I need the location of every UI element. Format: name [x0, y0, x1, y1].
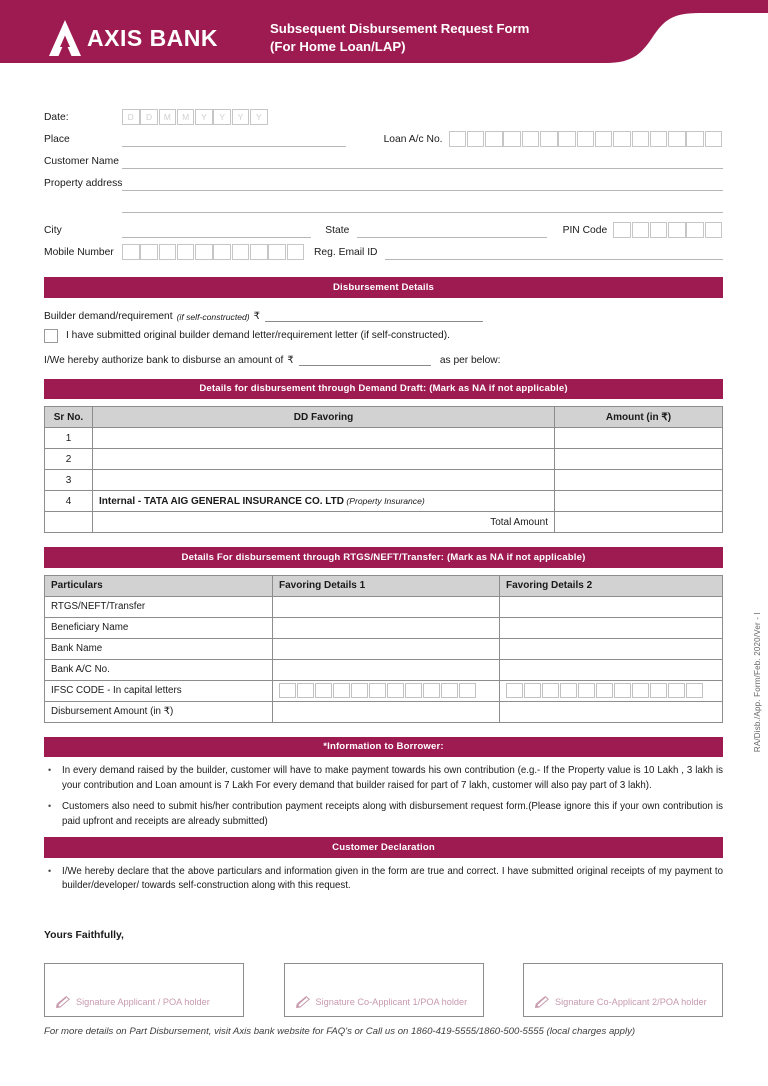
mobile-number-input[interactable] [122, 244, 305, 260]
email-input[interactable] [385, 246, 724, 260]
signature-label: Signature Co-Applicant 1/POA holder [315, 996, 468, 1007]
date-label: Date: [44, 112, 69, 123]
bullet-text: I/We hereby declare that the above particulars and information given in the form are true and correct. I have submitted original receipts of my payment to builder/developer/ towards self-construction along with this request. [62, 865, 723, 892]
char-box[interactable] [522, 131, 540, 147]
demand-draft-table [44, 406, 723, 533]
char-box[interactable] [405, 683, 422, 698]
form-title [270, 20, 529, 56]
builder-demand-row [44, 307, 723, 322]
place-input[interactable] [122, 133, 346, 147]
dd-cell-favoring[interactable] [93, 428, 555, 449]
signature-row [44, 963, 723, 1017]
dd-cell-favoring[interactable] [93, 470, 555, 491]
char-box[interactable] [140, 244, 158, 260]
char-box[interactable] [705, 131, 723, 147]
page-header [0, 0, 768, 76]
property-address-input-1[interactable] [122, 177, 723, 191]
table-row [45, 680, 723, 701]
rtgs-header-favoring-1: Favoring Details 1 [273, 575, 500, 596]
char-box[interactable] [596, 683, 613, 698]
char-box[interactable]: D [140, 109, 158, 125]
dd-header-row [45, 407, 723, 428]
rtgs-row-label: IFSC CODE - In capital letters [45, 680, 273, 701]
info-borrower-item [44, 800, 723, 829]
char-box[interactable] [540, 131, 558, 147]
dd-cell-sr: 1 [45, 428, 93, 449]
dd-table-bar: Details for disbursement through Demand Draft: (Mark as NA if not applicable) [44, 379, 723, 400]
char-box[interactable] [122, 244, 140, 260]
rtgs-cell-favoring-2[interactable] [500, 617, 723, 638]
char-box[interactable] [232, 244, 250, 260]
property-address-row-1 [44, 170, 723, 191]
char-box[interactable] [351, 683, 368, 698]
char-box[interactable] [268, 244, 286, 260]
char-box[interactable] [250, 244, 268, 260]
rtgs-cell-favoring-1[interactable] [273, 596, 500, 617]
rtgs-cell-favoring-2[interactable] [500, 596, 723, 617]
char-box[interactable] [459, 683, 476, 698]
form-title-line2: (For Home Loan/LAP) [270, 39, 406, 54]
dd-header-favoring: DD Favoring [93, 407, 555, 428]
signature-box-3[interactable] [523, 963, 723, 1017]
place-loan-row [44, 126, 723, 147]
char-box[interactable] [279, 683, 296, 698]
applicant-fields-section [44, 104, 723, 260]
char-box[interactable] [595, 131, 613, 147]
loan-ac-label: Loan A/c No. [383, 134, 443, 145]
authorize-amount-row [44, 351, 723, 366]
signature-label: Signature Applicant / POA holder [76, 996, 210, 1007]
city-state-pin-row [44, 217, 723, 238]
bullet-text: In every demand raised by the builder, customer will have to make payment towards his own contribution (e.g.- If the Property value is 10 Lakh , 3 lakh is your contribution and Loan amount is 7 Lakh For every demand that builder raised for part of 7 lakh, customer will also pay part of 3 lakh). [62, 765, 723, 791]
char-box[interactable] [315, 683, 332, 698]
signature-pen-icon [533, 995, 550, 1009]
char-box[interactable] [632, 683, 649, 698]
loan-account-input[interactable] [449, 131, 723, 147]
char-box[interactable] [632, 131, 650, 147]
axis-bank-wordmark: AXIS BANK [87, 24, 219, 51]
signature-label: Signature Co-Applicant 2/POA holder [555, 996, 707, 1007]
dd-cell-amount[interactable] [555, 449, 723, 470]
ifsc-code-input[interactable] [279, 681, 493, 700]
ifsc-code-input[interactable] [506, 681, 716, 700]
rtgs-header-favoring-2: Favoring Details 2 [500, 575, 723, 596]
rtgs-header-particulars: Particulars [45, 575, 273, 596]
char-box[interactable] [177, 244, 195, 260]
email-label: Reg. Email ID [313, 247, 378, 258]
table-row [45, 470, 723, 491]
char-box[interactable] [668, 131, 686, 147]
table-row [45, 701, 723, 722]
state-input[interactable] [357, 224, 546, 238]
char-box[interactable] [213, 244, 231, 260]
pin-code-label: PIN Code [562, 225, 608, 236]
char-box[interactable] [578, 683, 595, 698]
rtgs-cell-favoring-2[interactable] [500, 638, 723, 659]
rtgs-cell-favoring-2[interactable] [500, 701, 723, 722]
pin-code-input[interactable] [613, 222, 723, 238]
char-box[interactable] [613, 222, 631, 238]
char-box[interactable] [668, 683, 685, 698]
bullet-text: Customers also need to submit his/her contribution payment receipts along with disbursement request form.(Please ignore this if your own contribution is paid upfront and receipts are already submitted) [62, 801, 723, 827]
dd-insurer-name: Internal - TATA AIG GENERAL INSURANCE CO. LTD [99, 495, 344, 507]
rupee-symbol-2: ₹ [287, 354, 294, 366]
rtgs-neft-table [44, 575, 723, 723]
char-box[interactable] [686, 683, 703, 698]
property-address-input-2[interactable] [122, 199, 723, 213]
dd-total-label: Total Amount [93, 512, 555, 533]
char-box[interactable] [650, 131, 668, 147]
char-box[interactable] [558, 131, 576, 147]
place-label: Place [44, 134, 70, 145]
char-box[interactable] [524, 683, 541, 698]
dd-cell-favoring[interactable] [93, 491, 555, 512]
table-row [45, 638, 723, 659]
dd-cell-sr: 2 [45, 449, 93, 470]
authorize-prefix-label: I/We hereby authorize bank to disburse an amount of [44, 354, 284, 366]
char-box[interactable]: Y [232, 109, 250, 125]
char-box[interactable] [668, 222, 686, 238]
disbursement-details-body [44, 298, 723, 366]
char-box[interactable]: M [159, 109, 177, 125]
dd-header-amount: Amount (in ₹) [555, 407, 723, 428]
customer-name-label: Customer Name [44, 156, 119, 167]
char-box[interactable] [632, 222, 650, 238]
signature-placeholder [294, 995, 468, 1009]
date-row [44, 104, 723, 125]
char-box[interactable]: Y [213, 109, 231, 125]
bullet-marker: • [48, 865, 52, 876]
char-box[interactable] [686, 131, 704, 147]
axis-bank-logo [48, 19, 218, 57]
signature-placeholder [54, 995, 210, 1009]
dd-cell-sr: 4 [45, 491, 93, 512]
rtgs-row-label: Bank Name [45, 638, 273, 659]
char-box[interactable] [195, 244, 213, 260]
mobile-label: Mobile Number [44, 247, 114, 258]
char-box[interactable] [650, 683, 667, 698]
axis-logo-icon [48, 19, 82, 57]
bullet-marker: • [48, 801, 52, 812]
char-box[interactable]: M [177, 109, 195, 125]
customer-declaration-list [44, 858, 723, 894]
footer-note: For more details on Part Disbursement, visit Axis bank website for FAQ's or Call us on 1860-419-5555/1860-500-5555 (local charges apply) [44, 1026, 636, 1037]
rtgs-row-label: Bank A/C No. [45, 659, 273, 680]
city-input[interactable] [122, 224, 311, 238]
char-box[interactable] [614, 683, 631, 698]
disbursement-details-bar: Disbursement Details [44, 277, 723, 298]
customer-declaration-item [44, 865, 723, 894]
char-box[interactable] [506, 683, 523, 698]
authorize-amount-input[interactable] [299, 355, 431, 366]
form-version-code: RA/Disb./App. Form/Feb. 2020/Ver - I [753, 612, 762, 753]
char-box[interactable] [441, 683, 458, 698]
char-box[interactable] [159, 244, 177, 260]
original-letter-label: I have submitted original builder demand letter/requirement letter (if self-constructed). [66, 330, 450, 341]
state-label: State [325, 225, 350, 236]
signature-pen-icon [54, 995, 71, 1009]
info-borrower-list [44, 757, 723, 829]
char-box[interactable] [542, 683, 559, 698]
char-box[interactable] [449, 131, 467, 147]
rtgs-cell-favoring-1[interactable] [273, 659, 500, 680]
signature-box-1[interactable] [44, 963, 244, 1017]
authorize-suffix-label: as per below: [439, 354, 501, 366]
char-box[interactable] [297, 683, 314, 698]
dd-cell-sr: 3 [45, 470, 93, 491]
dd-total-spacer [45, 512, 93, 533]
rtgs-cell-favoring-2[interactable] [500, 659, 723, 680]
char-box[interactable] [705, 222, 723, 238]
signature-placeholder [533, 995, 707, 1009]
rtgs-row-label: Disbursement Amount (in ₹) [45, 701, 273, 722]
info-borrower-item [44, 764, 723, 793]
customer-name-row [44, 148, 723, 169]
table-row [45, 449, 723, 470]
rtgs-cell-favoring-1[interactable] [273, 701, 500, 722]
char-box[interactable] [287, 244, 305, 260]
char-box[interactable] [560, 683, 577, 698]
date-input[interactable] [122, 109, 268, 125]
char-box[interactable]: D [122, 109, 140, 125]
char-box[interactable] [577, 131, 595, 147]
dd-cell-amount[interactable] [555, 470, 723, 491]
signature-pen-icon [294, 995, 311, 1009]
rtgs-row-label: RTGS/NEFT/Transfer [45, 596, 273, 617]
property-address-label: Property address [44, 178, 123, 189]
original-letter-checkbox[interactable] [44, 329, 58, 343]
char-box[interactable] [387, 683, 404, 698]
builder-demand-note: (if self-constructed) [176, 311, 250, 322]
rtgs-header-row [45, 575, 723, 596]
rtgs-cell-favoring-1[interactable] [273, 617, 500, 638]
property-address-row-2 [44, 192, 723, 213]
info-borrower-bar: *Information to Borrower: [44, 737, 723, 758]
rtgs-cell-favoring-1[interactable] [273, 680, 500, 701]
table-row [45, 596, 723, 617]
dd-cell-amount[interactable] [555, 491, 723, 512]
city-label: City [44, 225, 62, 236]
customer-declaration-bar: Customer Declaration [44, 837, 723, 858]
dd-header-sr: Sr No. [45, 407, 93, 428]
dd-insurer-note: (Property Insurance) [344, 495, 425, 506]
rtgs-table-bar: Details For disbursement through RTGS/NEFT/Transfer: (Mark as NA if not applicable) [44, 547, 723, 568]
char-box[interactable] [333, 683, 350, 698]
char-box[interactable] [650, 222, 668, 238]
char-box[interactable]: Y [250, 109, 268, 125]
dd-total-row [45, 512, 723, 533]
table-row [45, 659, 723, 680]
table-row [45, 491, 723, 512]
char-box[interactable] [369, 683, 386, 698]
char-box[interactable] [613, 131, 631, 147]
customer-name-input[interactable] [122, 155, 723, 169]
builder-demand-input[interactable] [265, 311, 483, 322]
rtgs-row-label: Beneficiary Name [45, 617, 273, 638]
dd-cell-favoring[interactable] [93, 449, 555, 470]
char-box[interactable] [423, 683, 440, 698]
signature-box-2[interactable] [284, 963, 484, 1017]
rtgs-cell-favoring-2[interactable] [500, 680, 723, 701]
char-box[interactable] [503, 131, 521, 147]
dd-total-value[interactable] [555, 512, 723, 533]
char-box[interactable] [467, 131, 485, 147]
dd-cell-amount[interactable] [555, 428, 723, 449]
bullet-marker: • [48, 765, 52, 775]
char-box[interactable]: Y [195, 109, 213, 125]
rtgs-cell-favoring-1[interactable] [273, 638, 500, 659]
rupee-symbol-1: ₹ [253, 310, 261, 322]
mobile-email-row [44, 239, 723, 260]
table-row [45, 617, 723, 638]
char-box[interactable] [686, 222, 704, 238]
builder-demand-label: Builder demand/requirement [44, 310, 173, 322]
table-row [45, 428, 723, 449]
yours-faithfully-label: Yours Faithfully, [44, 929, 124, 941]
original-letter-row [44, 329, 723, 343]
form-title-line1: Subsequent Disbursement Request Form [270, 21, 530, 37]
char-box[interactable] [485, 131, 503, 147]
